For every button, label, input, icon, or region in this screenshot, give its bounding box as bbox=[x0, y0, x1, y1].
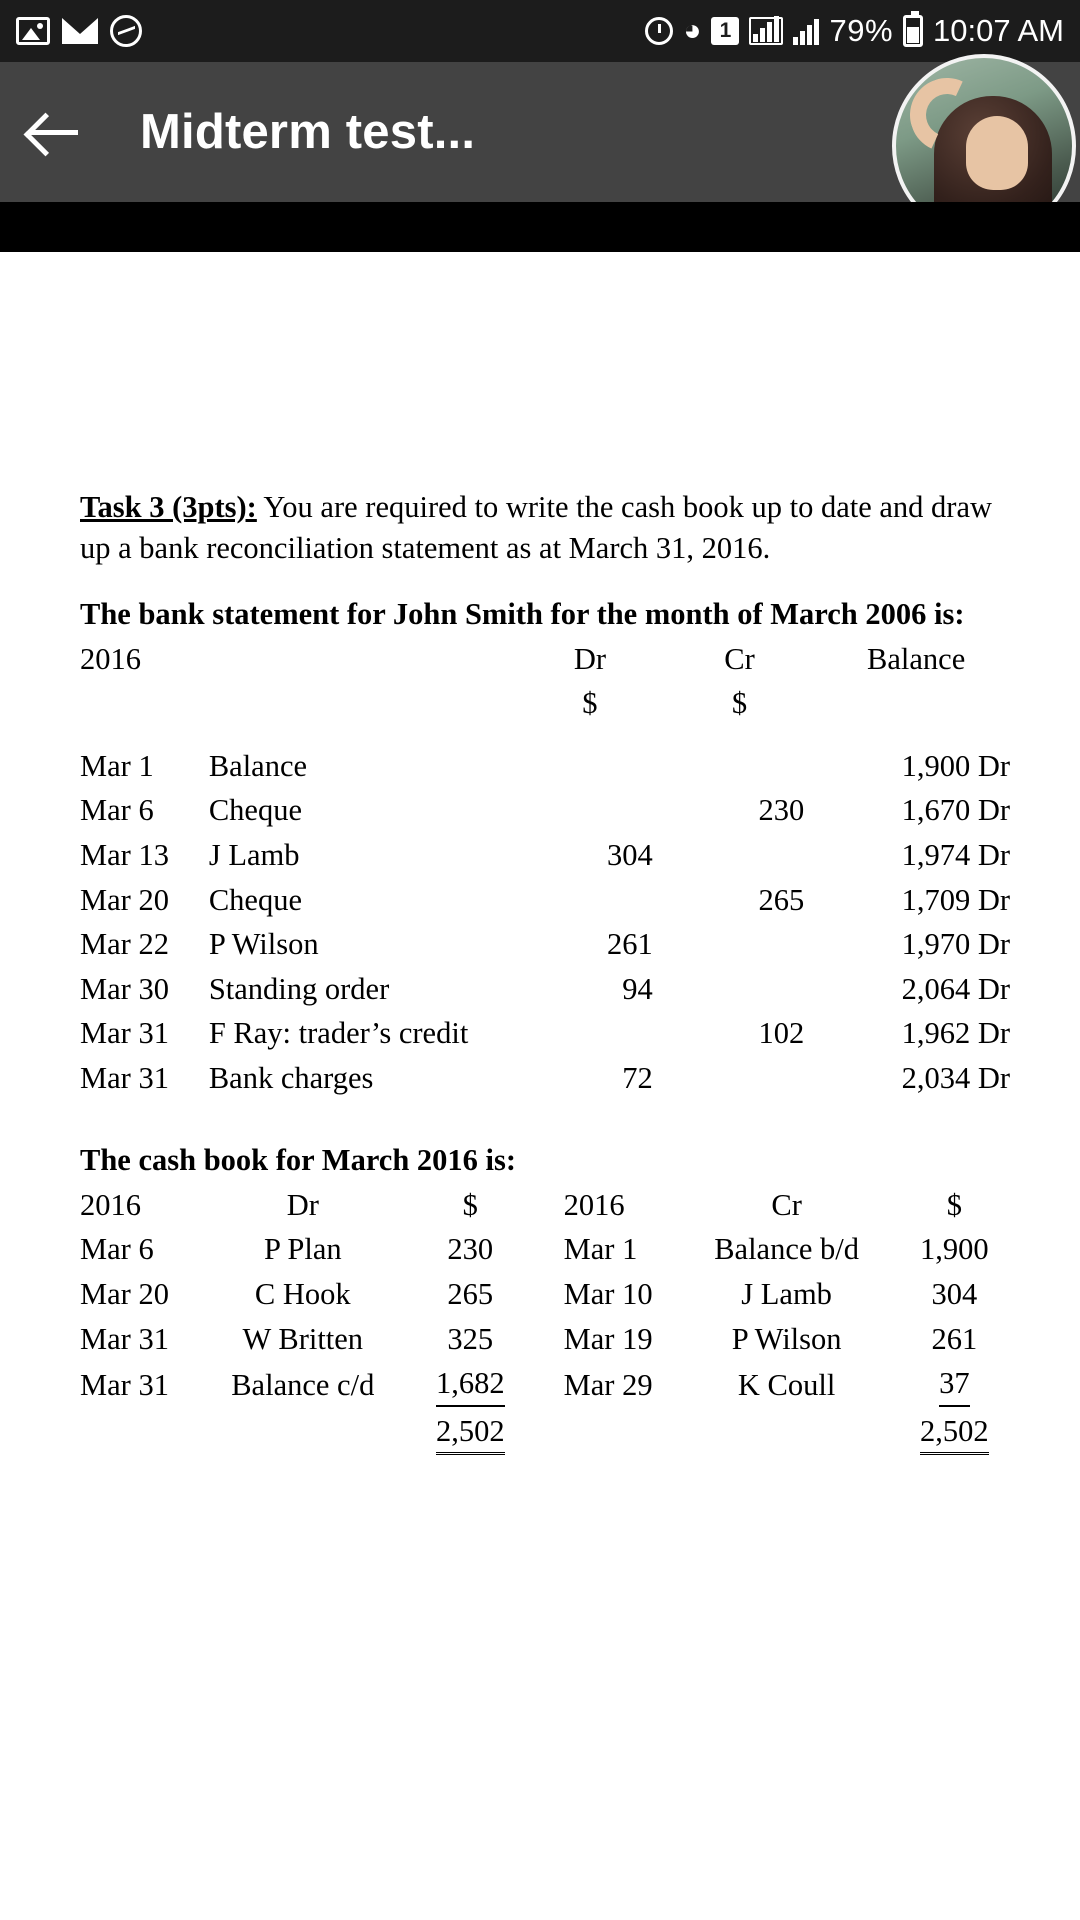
cash-left-name: P Plan bbox=[263, 1232, 342, 1267]
table-header-row bbox=[80, 637, 1010, 682]
cash-left-date: Mar 31 bbox=[80, 1321, 169, 1356]
status-bar-system bbox=[645, 13, 1064, 49]
totals-blank-left2 bbox=[191, 1409, 415, 1458]
photo-icon bbox=[16, 17, 50, 45]
task-paragraph bbox=[80, 487, 1010, 568]
row-desc: Cheque bbox=[208, 793, 302, 828]
row-date: Mar 13 bbox=[80, 837, 169, 872]
row-dr: 304 bbox=[607, 837, 653, 872]
cash-left-amount: 230 bbox=[447, 1232, 494, 1267]
cash-total-right-value: 2,502 bbox=[920, 1411, 989, 1456]
row-desc: Balance bbox=[208, 748, 308, 783]
cash-gap bbox=[526, 1317, 564, 1362]
table-row bbox=[80, 1361, 1010, 1409]
messenger-icon bbox=[110, 15, 142, 47]
row-balance: 1,709 Dr bbox=[901, 882, 1010, 917]
cash-left-unit: $ bbox=[462, 1187, 478, 1222]
cash-left-amount bbox=[415, 1361, 526, 1409]
row-desc: Standing order bbox=[208, 971, 390, 1006]
row-cr bbox=[675, 1056, 823, 1101]
row-dr: 261 bbox=[607, 927, 653, 962]
units-cr: $ bbox=[731, 686, 748, 721]
cash-right-amount: 304 bbox=[931, 1277, 978, 1311]
header-cr: Cr bbox=[724, 641, 755, 676]
cash-left-amount-value: 1,682 bbox=[436, 1363, 505, 1407]
back-arrow-icon bbox=[30, 112, 80, 152]
notification-badge: 1 bbox=[711, 17, 739, 45]
units-blank2 bbox=[209, 681, 527, 726]
row-cr: 265 bbox=[758, 882, 805, 917]
row-dr: 72 bbox=[622, 1060, 653, 1095]
table-row bbox=[80, 1317, 1010, 1362]
cash-left-side: Dr bbox=[286, 1187, 319, 1222]
task-text: You are required to write the cash book up to date and draw up a bank reconciliation statement as at March 31, 2016. bbox=[80, 490, 993, 565]
cash-left-name: W Britten bbox=[242, 1321, 364, 1356]
cash-right-name: K Coull bbox=[737, 1367, 836, 1402]
row-cr bbox=[675, 744, 823, 789]
cash-left-year: 2016 bbox=[80, 1187, 141, 1222]
totals-blank-right bbox=[564, 1409, 675, 1458]
row-cr bbox=[675, 967, 823, 1012]
header-balance: Balance bbox=[867, 641, 966, 676]
row-dr bbox=[527, 788, 675, 833]
units-balance bbox=[822, 681, 1010, 726]
row-date: Mar 6 bbox=[80, 793, 154, 828]
wifi-icon: ◕ bbox=[683, 14, 702, 47]
table-row bbox=[80, 833, 1010, 878]
table-row bbox=[80, 922, 1010, 967]
table-units-row bbox=[80, 681, 1010, 726]
cash-right-name: Balance b/d bbox=[714, 1232, 860, 1267]
row-balance: 1,974 Dr bbox=[901, 837, 1010, 872]
units-blank bbox=[80, 681, 209, 726]
cash-right-side: Cr bbox=[771, 1187, 802, 1222]
cash-right-amount-value: 37 bbox=[939, 1363, 970, 1407]
table-row bbox=[80, 1056, 1010, 1101]
row-date: Mar 31 bbox=[80, 1060, 169, 1095]
row-cr bbox=[675, 922, 823, 967]
cash-right-date: Mar 1 bbox=[563, 1232, 638, 1267]
row-balance: 1,670 Dr bbox=[901, 793, 1010, 828]
units-dr: $ bbox=[582, 686, 598, 721]
header-dr: Dr bbox=[573, 641, 607, 676]
cash-left-name: C Hook bbox=[254, 1277, 351, 1311]
cash-right-amount: 261 bbox=[931, 1321, 978, 1356]
cash-book-table bbox=[80, 1183, 1010, 1457]
cash-gap bbox=[526, 1361, 564, 1409]
cash-right-name: J Lamb bbox=[741, 1277, 832, 1311]
row-desc: F Ray: trader’s credit bbox=[208, 1016, 469, 1051]
alarm-icon bbox=[645, 17, 673, 45]
table-spacer bbox=[80, 726, 1010, 744]
row-cr bbox=[675, 833, 823, 878]
status-bar-notifications bbox=[16, 15, 142, 47]
cash-gap bbox=[526, 1227, 564, 1272]
cash-left-name: Balance c/d bbox=[231, 1367, 375, 1402]
totals-blank-right2 bbox=[675, 1409, 899, 1458]
cash-left-date: Mar 31 bbox=[80, 1367, 169, 1402]
mail-icon bbox=[62, 18, 98, 44]
cash-totals-row bbox=[80, 1409, 1010, 1458]
row-dr bbox=[527, 1011, 675, 1056]
cash-left-amount: 265 bbox=[447, 1277, 494, 1311]
cash-left-date: Mar 6 bbox=[80, 1232, 154, 1267]
battery-icon bbox=[903, 15, 923, 47]
row-dr bbox=[527, 878, 675, 923]
cash-total-left-value: 2,502 bbox=[436, 1411, 505, 1456]
cash-book-heading: The cash book for March 2016 is: bbox=[80, 1143, 517, 1178]
signal-bars-sim2-icon bbox=[793, 17, 819, 45]
document-content bbox=[80, 487, 1010, 1457]
row-dr bbox=[527, 744, 675, 789]
cash-gap bbox=[526, 1272, 564, 1317]
table-row bbox=[80, 1272, 1010, 1317]
row-date: Mar 22 bbox=[80, 927, 169, 962]
cash-left-date: Mar 20 bbox=[80, 1277, 169, 1311]
cash-left-amount: 325 bbox=[447, 1321, 494, 1356]
table-row bbox=[80, 878, 1010, 923]
row-date: Mar 20 bbox=[80, 882, 169, 917]
cash-right-amount: 1,900 bbox=[920, 1232, 989, 1267]
back-button[interactable] bbox=[0, 62, 110, 202]
row-date: Mar 31 bbox=[80, 1016, 169, 1051]
signal-bars-sim1-icon bbox=[749, 17, 783, 45]
cash-total-right bbox=[899, 1409, 1010, 1458]
page-title: Midterm test... bbox=[140, 105, 476, 159]
row-desc: Cheque bbox=[208, 882, 302, 917]
table-row bbox=[80, 1227, 1010, 1272]
cash-gap bbox=[526, 1409, 564, 1458]
table-row bbox=[80, 1011, 1010, 1056]
cash-right-unit: $ bbox=[946, 1187, 962, 1222]
task-label: Task 3 (3pts): bbox=[80, 490, 257, 524]
cash-right-date: Mar 10 bbox=[563, 1277, 653, 1311]
cash-right-date: Mar 29 bbox=[563, 1367, 653, 1402]
row-date: Mar 1 bbox=[80, 748, 154, 783]
bank-statement-table bbox=[80, 637, 1010, 1101]
cash-right-name: P Wilson bbox=[731, 1321, 842, 1356]
row-cr: 230 bbox=[758, 793, 805, 828]
table-row bbox=[80, 967, 1010, 1012]
cash-right-amount bbox=[899, 1361, 1010, 1409]
row-cr: 102 bbox=[758, 1016, 805, 1051]
table-row bbox=[80, 744, 1010, 789]
cash-header-row bbox=[80, 1183, 1010, 1228]
totals-blank-left bbox=[80, 1409, 191, 1458]
status-clock: 10:07 AM bbox=[933, 13, 1064, 48]
row-dr: 94 bbox=[622, 971, 653, 1006]
row-desc: J Lamb bbox=[208, 837, 300, 872]
battery-percent: 79% bbox=[829, 13, 894, 48]
table-row bbox=[80, 788, 1010, 833]
header-year: 2016 bbox=[80, 641, 141, 676]
row-balance: 1,970 Dr bbox=[901, 927, 1010, 962]
row-balance: 1,962 Dr bbox=[901, 1016, 1010, 1051]
row-desc: Bank charges bbox=[208, 1060, 374, 1095]
app-bar-divider bbox=[0, 202, 1080, 252]
header-desc bbox=[209, 637, 527, 682]
row-balance: 1,900 Dr bbox=[901, 748, 1010, 783]
cash-right-year: 2016 bbox=[563, 1187, 625, 1222]
cash-total-left bbox=[415, 1409, 526, 1458]
row-desc: P Wilson bbox=[208, 927, 319, 962]
row-date: Mar 30 bbox=[80, 971, 169, 1006]
bank-statement-heading: The bank statement for John Smith for the month of March 2006 is: bbox=[80, 597, 965, 632]
cash-right-date: Mar 19 bbox=[563, 1321, 653, 1356]
status-bar bbox=[0, 0, 1080, 62]
row-balance: 2,034 Dr bbox=[901, 1060, 1010, 1095]
row-balance: 2,064 Dr bbox=[901, 971, 1010, 1006]
document-page[interactable] bbox=[0, 252, 1080, 1920]
cash-gap bbox=[526, 1183, 564, 1228]
